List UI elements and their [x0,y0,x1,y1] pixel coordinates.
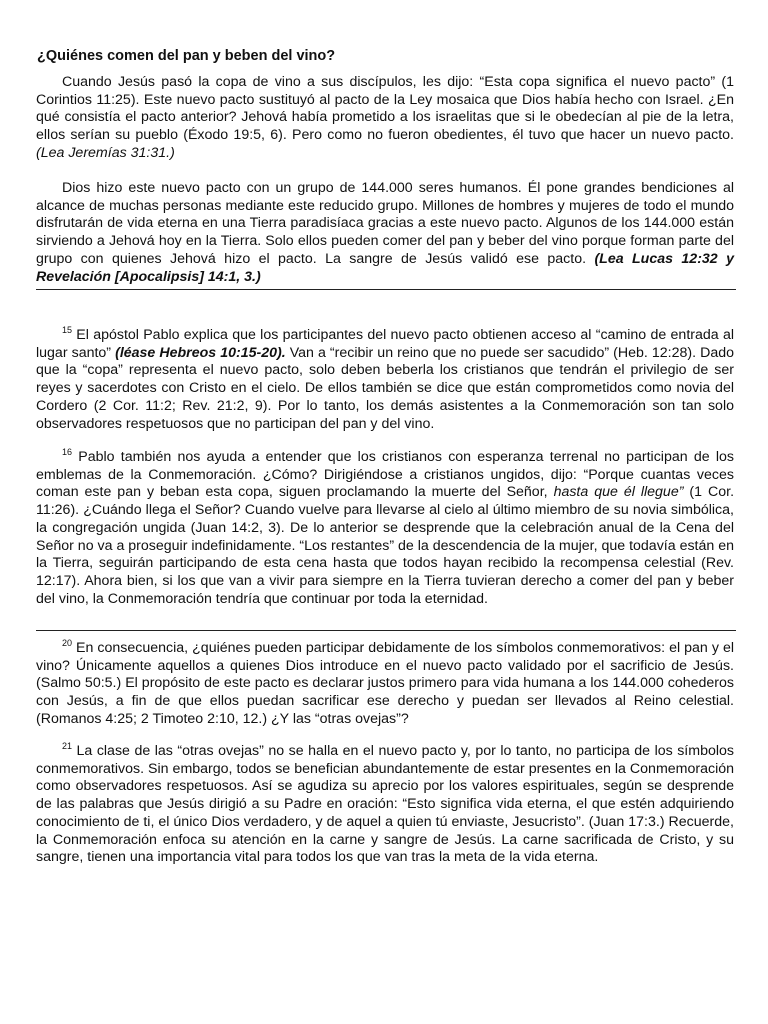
paragraph-20-text: En consecuencia, ¿quiénes pueden participar debidamente de los símbolos conmemorativos: el pan y el vino? Únicamente aquellos a quienes Dios introduce en el nuevo pacto validado por el sacrificio de Jesús. (Salmo 50:5.) El propósito de este pacto es declarar justos primero para vida humana a los 144.000 cohederos con Jesús, a fin de que ellos puedan sacrificar ese derecho y puedan ser llevados al Reino celestial. (Romanos 4:25; 2 Timoteo 2:10, 12.) ¿Y las “otras ovejas”? [36,640,734,727]
paragraph-20 [36,640,734,729]
divider-2 [36,630,736,631]
paragraph-2 [36,180,734,286]
paragraph-16-text-a: Pablo también nos ayuda a entender que los cristianos con esperanza terrenal no participan de los emblemas de la Conmemoración. ¿Cómo? Dirigiéndose a cristianos ungidos, dijo: “Porque cuantas veces coman este pan y beban esta copa, siguen proclamando la muerte del Señor, [36,449,734,501]
paragraph-2-reference: (Lea Lucas 12:32 y Revelación [Apocalipsis] 14:1, 3.) [36,250,734,285]
paragraph-16-text-b: (1 Cor. 11:26). ¿Cuándo llega el Señor? Cuando vuelve para llevarse al cielo al último miembro de su novia simbólica, la congregación ungida (Juan 14:2, 3). De lo anterior se desprende que la celebración anual de la Cena del Señor no va a proseguir indefinidamente. “Los restantes” de la descendencia de la mujer, que todavía están en la Tierra, seguirán participando de esta cena hasta que todos hayan recibido la recompensa celestial (Rev. 12:17). Ahora bien, si los que van a vivir para siempre en la Tierra tuvieran derecho a comer del pan y beber del vino, la Conmemoración tendría que continuar por toda la eternidad. [36,484,735,607]
paragraph-15-text-b: Van a “recibir un reino que no puede ser sacudido” (Heb. 12:28). Dado que la “copa” representa el nuevo pacto, solo deben beberla los cristianos que tendrán el privilegio de ser reyes y sacerdotes con Cristo en el cielo. De ellos también se dice que están comprometidos como novia del Cordero (2 Cor. 11:2; Rev. 21:2, 9). Por lo tanto, los demás asistentes a la Conmemoración son tan solo observadores respetuosos que no participan del pan y del vino. [36,344,734,432]
paragraph-15-number: 15 [62,325,73,335]
paragraph-21-number: 21 [62,741,73,751]
paragraph-15-reference: (léase Hebreos 10:15-20). [115,344,286,361]
section-title: ¿Quiénes comen del pan y beben del vino? [37,48,336,64]
paragraph-16-number: 16 [62,447,73,457]
paragraph-16-quote: hasta que él llegue” [553,484,684,501]
paragraph-15-text-a: El apóstol Pablo explica que los participantes del nuevo pacto obtienen acceso al “camino de entrada al lugar santo” [36,327,734,361]
paragraph-15 [36,327,734,433]
paragraph-20-number: 20 [62,638,73,648]
paragraph-21 [36,743,734,867]
paragraph-1-text: Cuando Jesús pasó la copa de vino a sus discípulos, les dijo: “Esta copa significa el nuevo pacto” (1 Corintios 11:25). Este nuevo pacto sustituyó al pacto de la Ley mosaica que Dios había hecho con Israel. ¿En qué consistía el pacto anterior? Jehová había prometido a los israelitas que si le obedecían al pie de la letra, ellos serían su pueblo (Éxodo 19:5, 6). Pero como no fueron obedientes, él tuvo que hacer un nuevo pacto. [36,74,734,144]
paragraph-16 [36,449,734,608]
paragraph-1 [36,74,734,163]
paragraph-1-reference: (Lea Jeremías 31:31.) [36,144,175,161]
paragraph-2-text: Dios hizo este nuevo pacto con un grupo de 144.000 seres humanos. Él pone grandes bendiciones al alcance de muchas personas mediante este reducido grupo. Millones de hombres y mujeres de todo el mundo disfrutarán de vida eterna en una Tierra paradisíaca gracias a este nuevo pacto. Algunos de los 144.000 están sirviendo a Jehová hoy en la Tierra. Solo ellos pueden comer del pan y beber del vino porque forman parte del grupo con quienes Jehová hizo el pacto. La sangre de Jesús validó ese pacto. [36,180,734,267]
divider-1 [36,289,736,290]
paragraph-21-text: La clase de las “otras ovejas” no se halla en el nuevo pacto y, por lo tanto, no participa de los símbolos conmemorativos. Sin embargo, todos se benefician abundantemente de estar presentes en la Conmemoración como observadores respetuosos. Así se agudiza su aprecio por los valores espirituales, según se desprende de las palabras que Jesús dirigió a su Padre en oración: “Esto significa vida eterna, el que estén adquiriendo conocimiento de ti, el único Dios verdadero, y de aquel a quien tú enviaste, Jesucristo”. (Juan 17:3.) Recuerde, la Conmemoración enfoca su atención en la carne y sangre de Jesús. La carne sacrificada de Cristo, y su sangre, tienen una importancia vital para todos los que van tras la meta de la vida eterna. [36,743,734,866]
